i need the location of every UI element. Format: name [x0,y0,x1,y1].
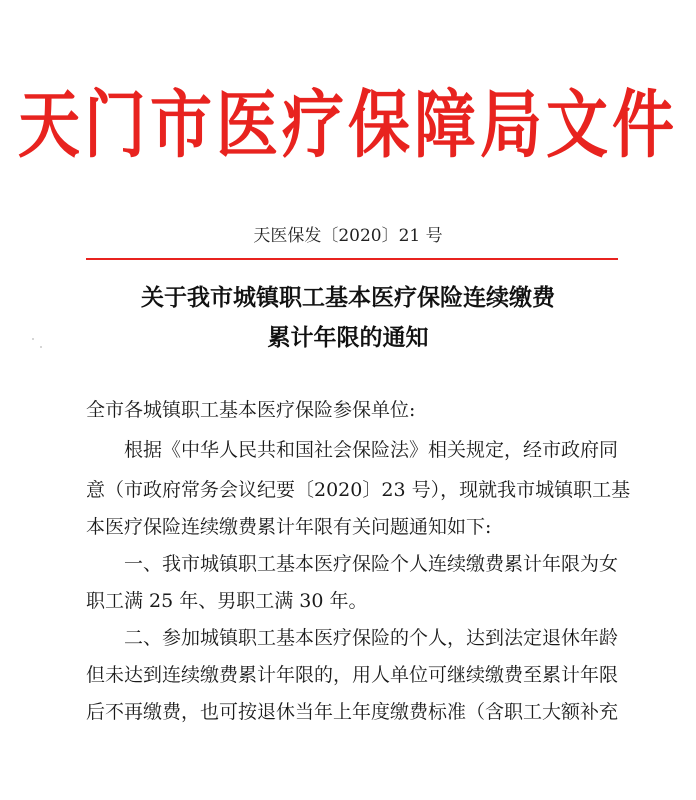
scan-speck [40,346,42,348]
notice-title-line-2: 累计年限的通知 [267,324,429,351]
salutation: 全市各城镇职工基本医疗保险参保单位: [86,399,416,421]
body-paragraph-line: 根据《中华人民共和国社会保险法》相关规定，经市政府同 [124,439,619,461]
issuing-authority-header: 天门市医疗保障局文件 [17,81,678,168]
body-paragraph-line: 本医疗保险连续缴费累计年限有关问题通知如下: [86,516,492,538]
body-paragraph-line: 一、我市城镇职工基本医疗保险个人连续缴费累计年限为女 [124,553,619,575]
body-paragraph-line: 职工满 25 年、男职工满 30 年。 [86,590,368,612]
notice-title-line-1: 关于我市城镇职工基本医疗保险连续缴费 [141,284,555,311]
red-separator-line [86,258,618,260]
body-paragraph-line: 二、参加城镇职工基本医疗保险的个人，达到法定退休年龄 [124,627,619,649]
document-number: 天医保发〔2020〕21 号 [253,226,443,246]
body-paragraph-line: 但未达到连续缴费累计年限的，用人单位可继续缴费至累计年限 [86,664,619,686]
body-paragraph-line: 后不再缴费，也可按退休当年上年度缴费标准（含职工大额补充 [86,701,619,723]
scan-speck [32,338,34,340]
body-paragraph-line: 意（市政府常务会议纪要〔2020〕23 号），现就我市城镇职工基 [86,479,631,501]
